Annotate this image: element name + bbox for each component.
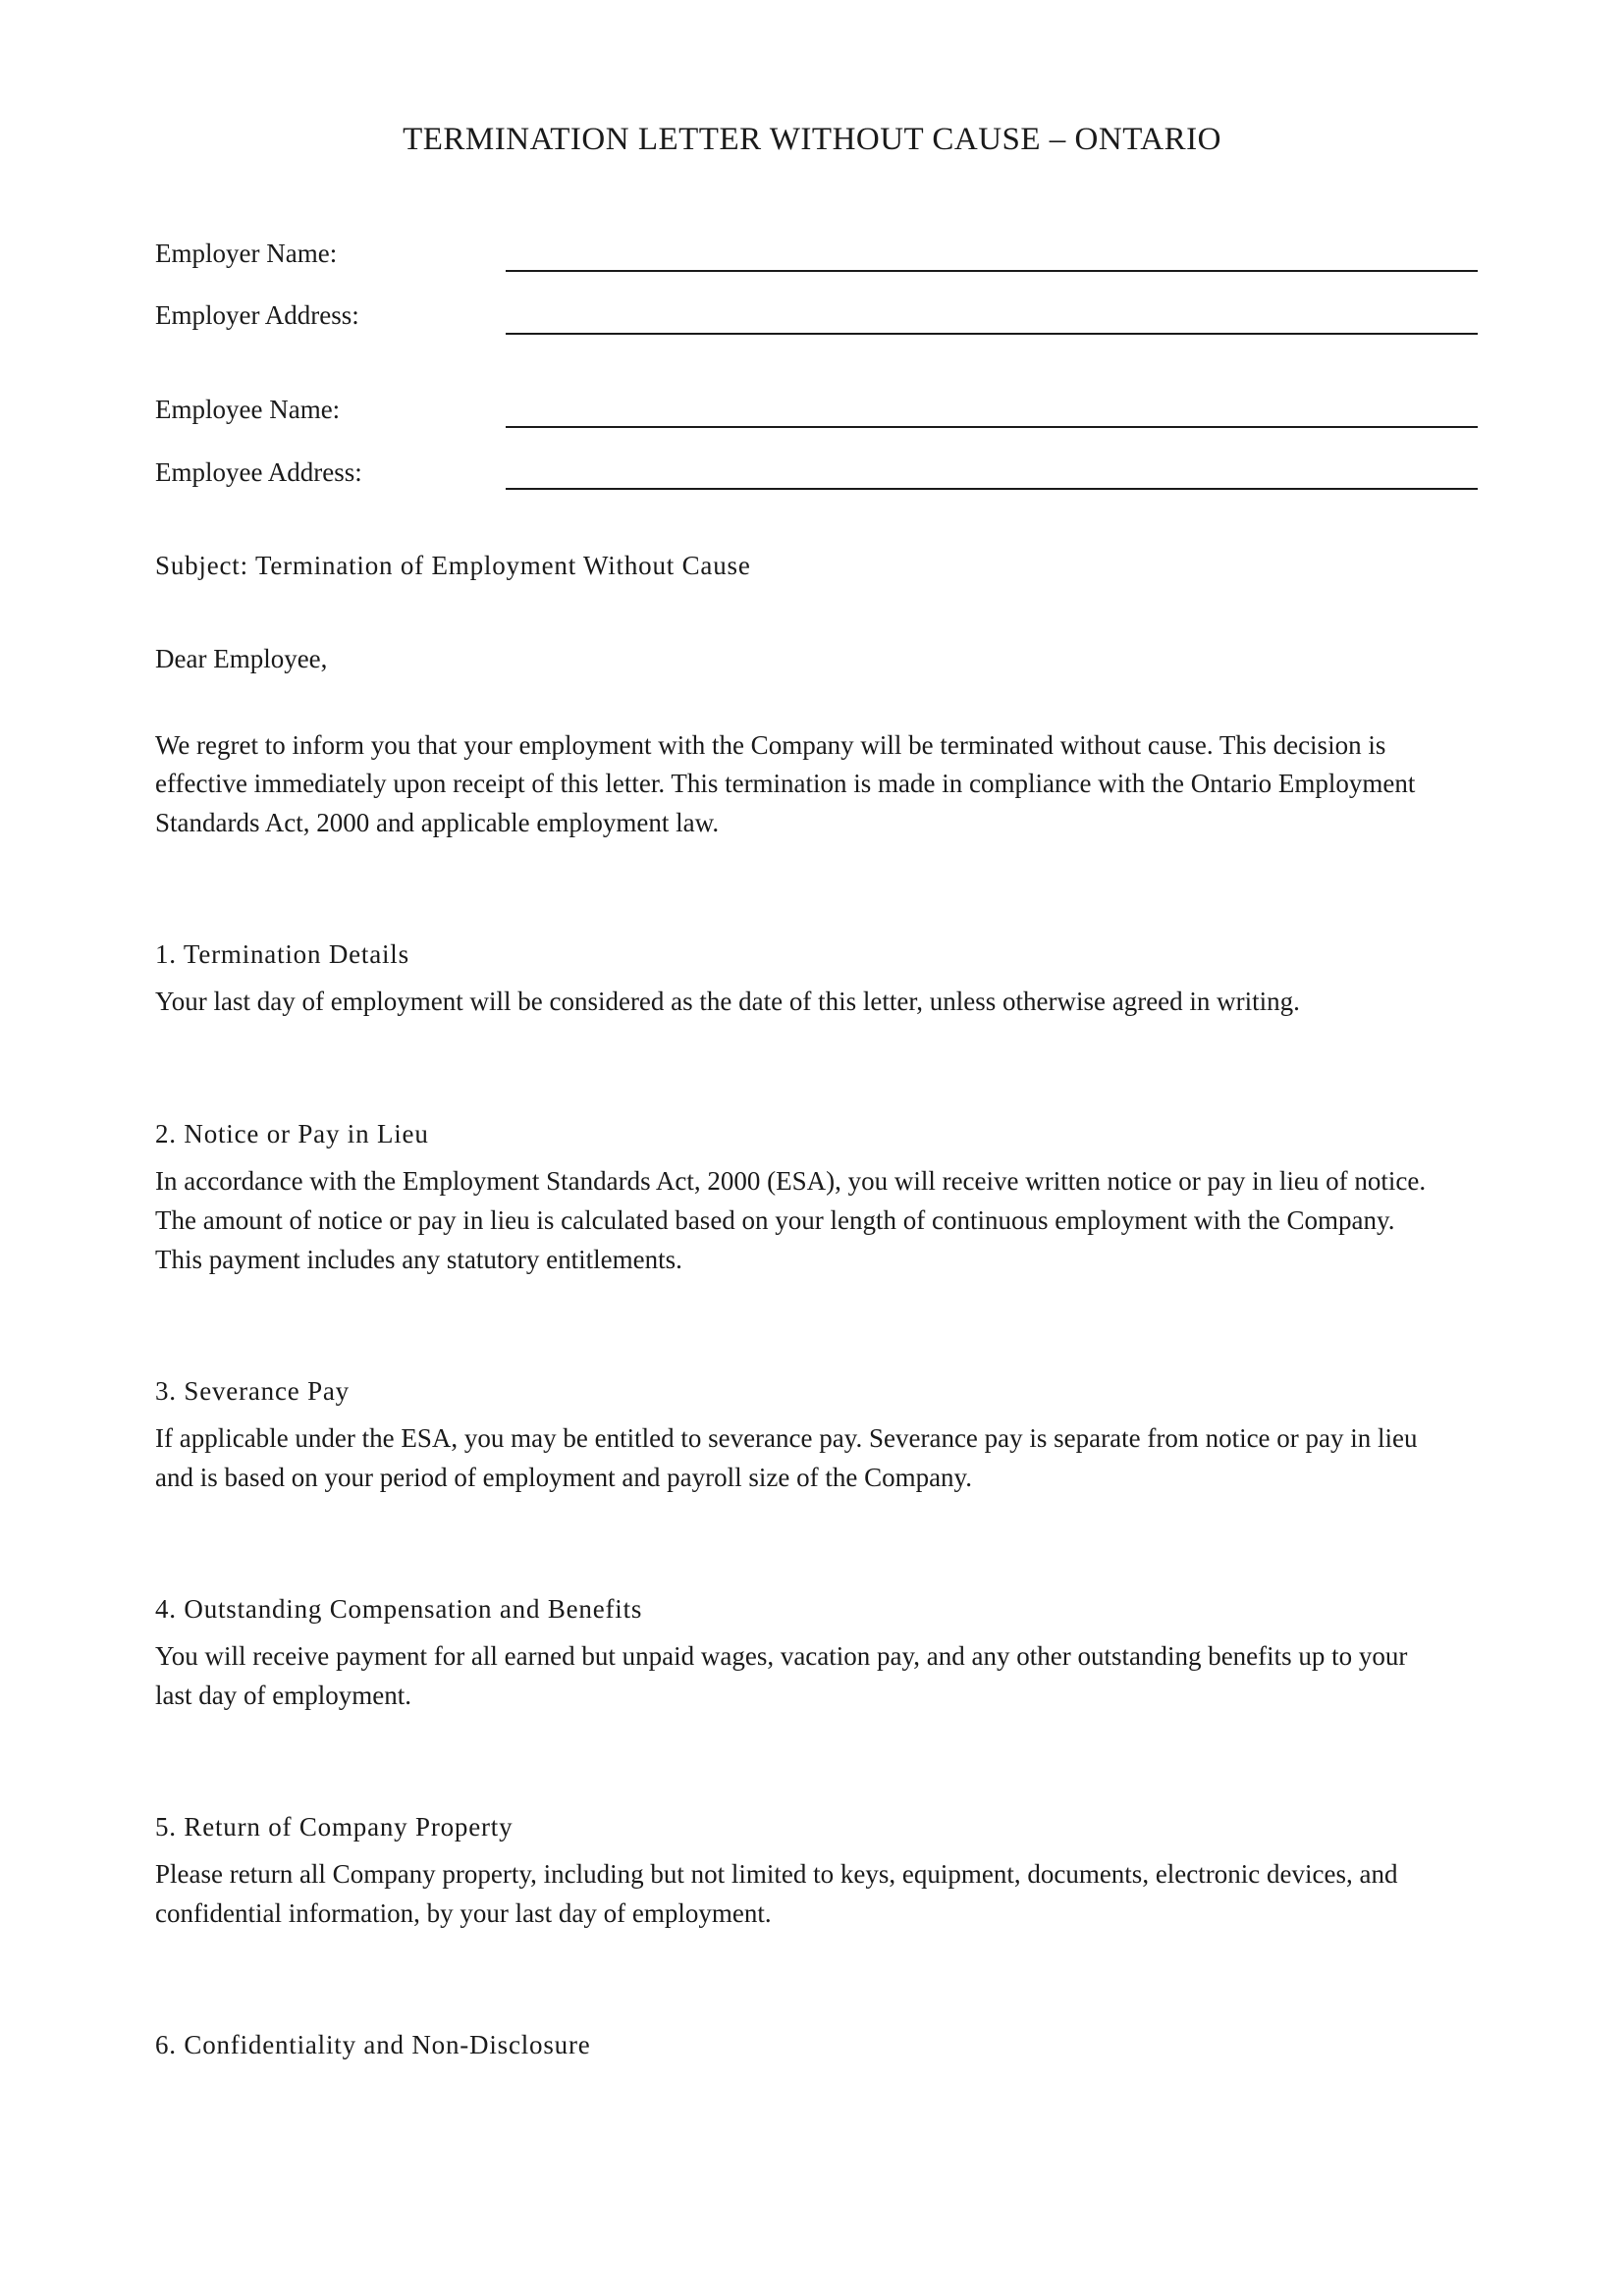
employer-name-label: Employer Name:: [155, 239, 338, 268]
document-title: TERMINATION LETTER WITHOUT CAUSE – ONTARIO: [403, 122, 1221, 157]
section-heading-confidentiality: 6. Confidentiality and Non-Disclosure: [155, 2030, 591, 2059]
employer-address-field[interactable]: [506, 333, 1478, 335]
employer-name-field[interactable]: [506, 270, 1478, 272]
section-heading-severance-pay: 3. Severance Pay: [155, 1376, 350, 1406]
salutation: Dear Employee,: [155, 644, 328, 673]
intro-line: We regret to inform you that your employment with the Company will be terminated without cause. This decision is: [155, 730, 1386, 760]
employer-address-label: Employer Address:: [155, 300, 359, 330]
section-heading-outstanding-compensation: 4. Outstanding Compensation and Benefits: [155, 1594, 643, 1624]
employee-address-label: Employee Address:: [155, 457, 362, 487]
section-body-line: last day of employment.: [155, 1681, 411, 1710]
employee-address-field[interactable]: [506, 488, 1478, 490]
section-heading-termination-details: 1. Termination Details: [155, 939, 409, 969]
section-body-line: The amount of notice or pay in lieu is calculated based on your length of continuous employment with the Company.: [155, 1205, 1395, 1235]
subject-line: Subject: Termination of Employment Without Cause: [155, 551, 751, 580]
section-body-line: This payment includes any statutory entitlements.: [155, 1245, 682, 1274]
employee-name-label: Employee Name:: [155, 395, 341, 424]
section-body-line: You will receive payment for all earned but unpaid wages, vacation pay, and any other outstanding benefits up to your: [155, 1641, 1408, 1671]
intro-line: Standards Act, 2000 and applicable employment law.: [155, 808, 720, 837]
section-body-line: If applicable under the ESA, you may be entitled to severance pay. Severance pay is separate from notice or pay in lieu: [155, 1423, 1418, 1453]
section-body-line: In accordance with the Employment Standards Act, 2000 (ESA), you will receive written notice or pay in lieu of notice.: [155, 1166, 1427, 1196]
section-body-line: and is based on your period of employment and payroll size of the Company.: [155, 1463, 973, 1492]
employee-name-field[interactable]: [506, 426, 1478, 428]
section-heading-return-of-property: 5. Return of Company Property: [155, 1812, 514, 1842]
intro-line: effective immediately upon receipt of this letter. This termination is made in compliance with the Ontario Employment: [155, 769, 1416, 798]
section-heading-notice-or-pay: 2. Notice or Pay in Lieu: [155, 1119, 429, 1148]
section-body-line: Your last day of employment will be considered as the date of this letter, unless otherwise agreed in writing.: [155, 987, 1300, 1016]
section-body-line: confidential information, by your last day of employment.: [155, 1898, 772, 1928]
section-body-line: Please return all Company property, including but not limited to keys, equipment, documents, electronic devices, and: [155, 1859, 1398, 1889]
